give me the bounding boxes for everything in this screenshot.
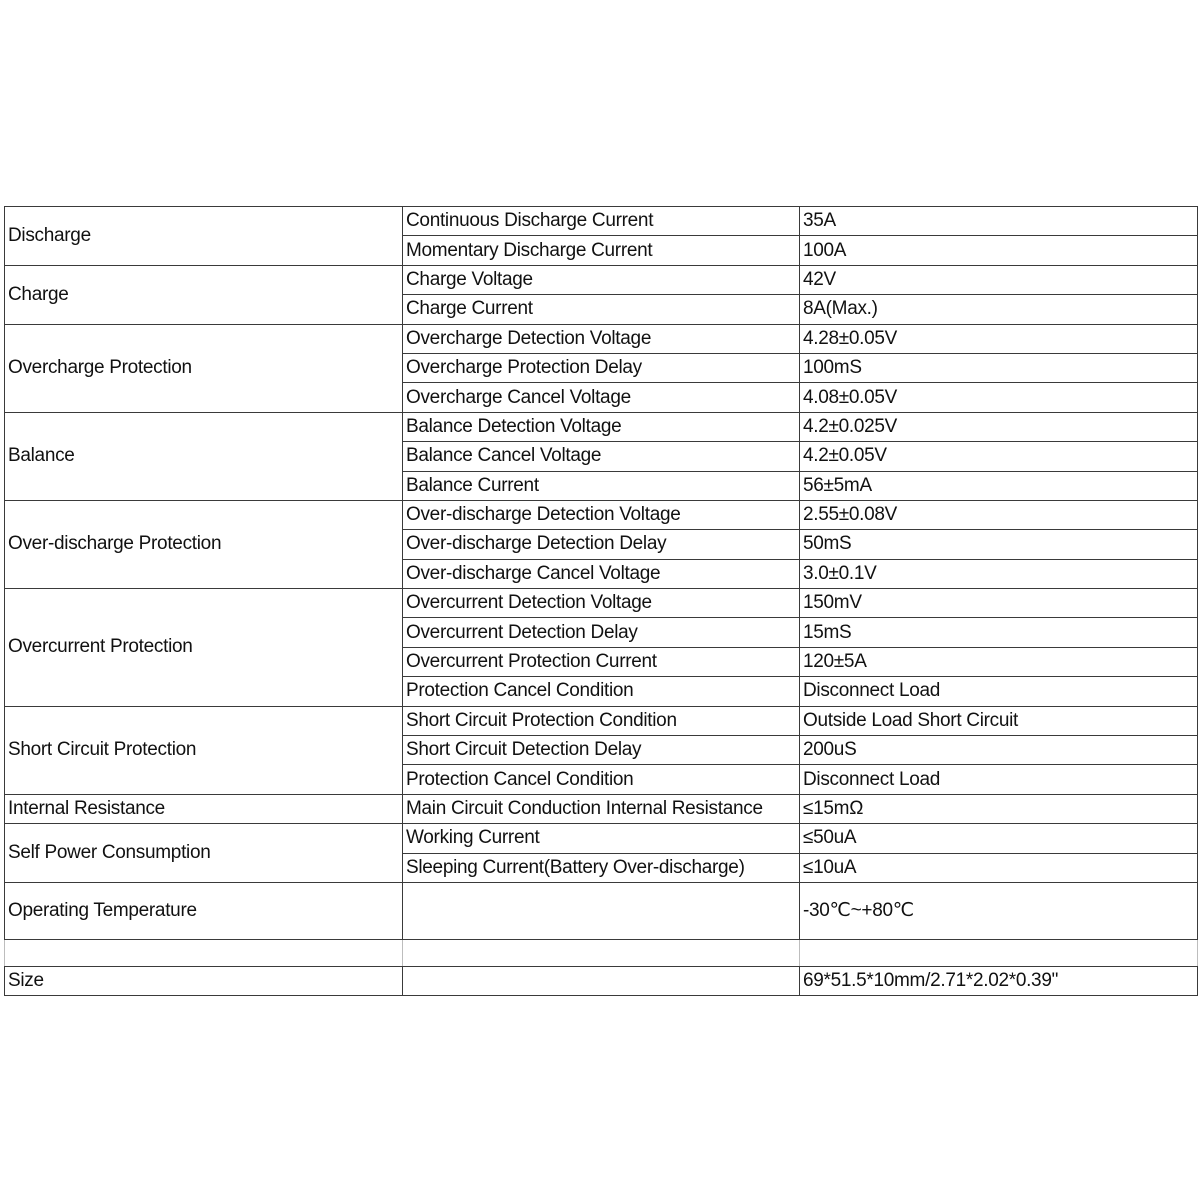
category-cell: Self Power Consumption: [5, 824, 403, 883]
table-row: [5, 794, 1198, 823]
table-row: [5, 500, 1198, 529]
category-cell: Overcharge Protection: [5, 324, 403, 412]
value-cell: 4.2±0.025V: [800, 412, 1198, 441]
value-cell: 200uS: [800, 736, 1198, 765]
table-row: [5, 966, 1198, 995]
value-cell: 56±5mA: [800, 471, 1198, 500]
category-cell: Overcurrent Protection: [5, 589, 403, 707]
parameter-cell: Overcharge Detection Voltage: [403, 324, 800, 353]
parameter-cell: Sleeping Current(Battery Over-discharge): [403, 853, 800, 882]
spacer-cell: [800, 939, 1198, 966]
spec-table-body: [5, 207, 1198, 996]
parameter-cell: Main Circuit Conduction Internal Resistance: [403, 794, 800, 823]
spacer-cell: [403, 939, 800, 966]
parameter-cell: Protection Cancel Condition: [403, 765, 800, 794]
parameter-cell: Overcurrent Detection Voltage: [403, 589, 800, 618]
parameter-cell: Charge Voltage: [403, 265, 800, 294]
category-cell: Over-discharge Protection: [5, 500, 403, 588]
table-row: [5, 265, 1198, 294]
table-row: [5, 824, 1198, 853]
value-cell: 50mS: [800, 530, 1198, 559]
value-cell: 2.55±0.08V: [800, 500, 1198, 529]
parameter-cell: Overcurrent Detection Delay: [403, 618, 800, 647]
parameter-cell: Balance Cancel Voltage: [403, 442, 800, 471]
table-row: [5, 207, 1198, 236]
parameter-cell: Overcurrent Protection Current: [403, 647, 800, 676]
value-cell: 150mV: [800, 589, 1198, 618]
parameter-cell: Short Circuit Detection Delay: [403, 736, 800, 765]
spec-table: [4, 206, 1198, 996]
parameter-cell: Continuous Discharge Current: [403, 207, 800, 236]
category-cell: Size: [5, 966, 403, 995]
value-cell: 15mS: [800, 618, 1198, 647]
parameter-cell: Over-discharge Detection Delay: [403, 530, 800, 559]
parameter-cell: Working Current: [403, 824, 800, 853]
value-cell: 100A: [800, 236, 1198, 265]
parameter-cell: Short Circuit Protection Condition: [403, 706, 800, 735]
value-cell: 120±5A: [800, 647, 1198, 676]
value-cell: Disconnect Load: [800, 677, 1198, 706]
table-row: [5, 412, 1198, 441]
parameter-cell: Balance Current: [403, 471, 800, 500]
parameter-cell: Over-discharge Cancel Voltage: [403, 559, 800, 588]
category-cell: Discharge: [5, 207, 403, 266]
value-cell: Disconnect Load: [800, 765, 1198, 794]
category-cell: Operating Temperature: [5, 882, 403, 939]
value-cell: ≤10uA: [800, 853, 1198, 882]
spacer-cell: [5, 939, 403, 966]
parameter-cell: Charge Current: [403, 295, 800, 324]
parameter-cell: Balance Detection Voltage: [403, 412, 800, 441]
value-cell: Outside Load Short Circuit: [800, 706, 1198, 735]
category-cell: Charge: [5, 265, 403, 324]
value-cell: 3.0±0.1V: [800, 559, 1198, 588]
value-cell: 35A: [800, 207, 1198, 236]
parameter-cell: Over-discharge Detection Voltage: [403, 500, 800, 529]
category-cell: Internal Resistance: [5, 794, 403, 823]
value-cell: ≤15mΩ: [800, 794, 1198, 823]
spacer-row: [5, 939, 1198, 966]
value-cell: 4.2±0.05V: [800, 442, 1198, 471]
table-row: [5, 706, 1198, 735]
parameter-cell: Momentary Discharge Current: [403, 236, 800, 265]
value-cell: ≤50uA: [800, 824, 1198, 853]
table-row: [5, 324, 1198, 353]
table-row: [5, 589, 1198, 618]
parameter-cell: [403, 882, 800, 939]
parameter-cell: [403, 966, 800, 995]
parameter-cell: Overcharge Protection Delay: [403, 353, 800, 382]
table-row: [5, 882, 1198, 939]
value-cell: 4.28±0.05V: [800, 324, 1198, 353]
value-cell: 100mS: [800, 353, 1198, 382]
parameter-cell: Protection Cancel Condition: [403, 677, 800, 706]
value-cell: 4.08±0.05V: [800, 383, 1198, 412]
category-cell: Short Circuit Protection: [5, 706, 403, 794]
value-cell: -30℃~+80℃: [800, 882, 1198, 939]
category-cell: Balance: [5, 412, 403, 500]
parameter-cell: Overcharge Cancel Voltage: [403, 383, 800, 412]
value-cell: 69*51.5*10mm/2.71*2.02*0.39": [800, 966, 1198, 995]
value-cell: 42V: [800, 265, 1198, 294]
value-cell: 8A(Max.): [800, 295, 1198, 324]
